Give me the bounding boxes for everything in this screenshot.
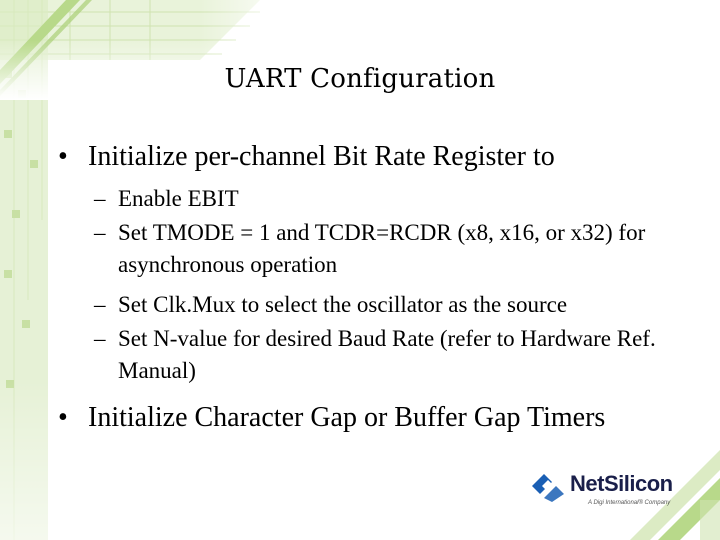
sub-item [58, 323, 698, 387]
sub-item [58, 180, 698, 217]
bullet-text: Initialize Character Gap or Buffer Gap Timers [88, 402, 606, 433]
dash-symbol: – [94, 326, 106, 351]
company-logo [530, 468, 680, 516]
slide-content [58, 140, 698, 435]
dash-symbol: – [94, 186, 106, 211]
bullet-item [58, 401, 698, 435]
logo-wordmark: NetSilicon [570, 471, 673, 496]
bullet-item [58, 140, 698, 174]
sub-item-text: Enable EBIT [118, 186, 239, 211]
bullet-text: Initialize per-channel Bit Rate Register to [88, 141, 555, 172]
sub-item-text: Set TMODE = 1 and TCDR=RCDR (x8, x16, or x32) for asynchronous operation [118, 220, 646, 277]
logo-tagline: A Digi International® Company [588, 500, 671, 506]
bullet-symbol: • [58, 402, 68, 433]
dash-symbol: – [94, 292, 106, 317]
slide-title: UART Configuration [224, 64, 496, 94]
sub-item-text: Set Clk.Mux to select the oscillator as the source [118, 292, 568, 317]
bullet-symbol: • [58, 141, 68, 172]
sub-item [58, 217, 698, 281]
netsilicon-logo-icon [530, 472, 566, 502]
sub-list [58, 180, 698, 387]
sub-item-text: Set N-value for desired Baud Rate (refer to Hardware Ref. Manual) [118, 326, 656, 383]
dash-symbol: – [94, 220, 106, 245]
sub-item [58, 286, 698, 323]
